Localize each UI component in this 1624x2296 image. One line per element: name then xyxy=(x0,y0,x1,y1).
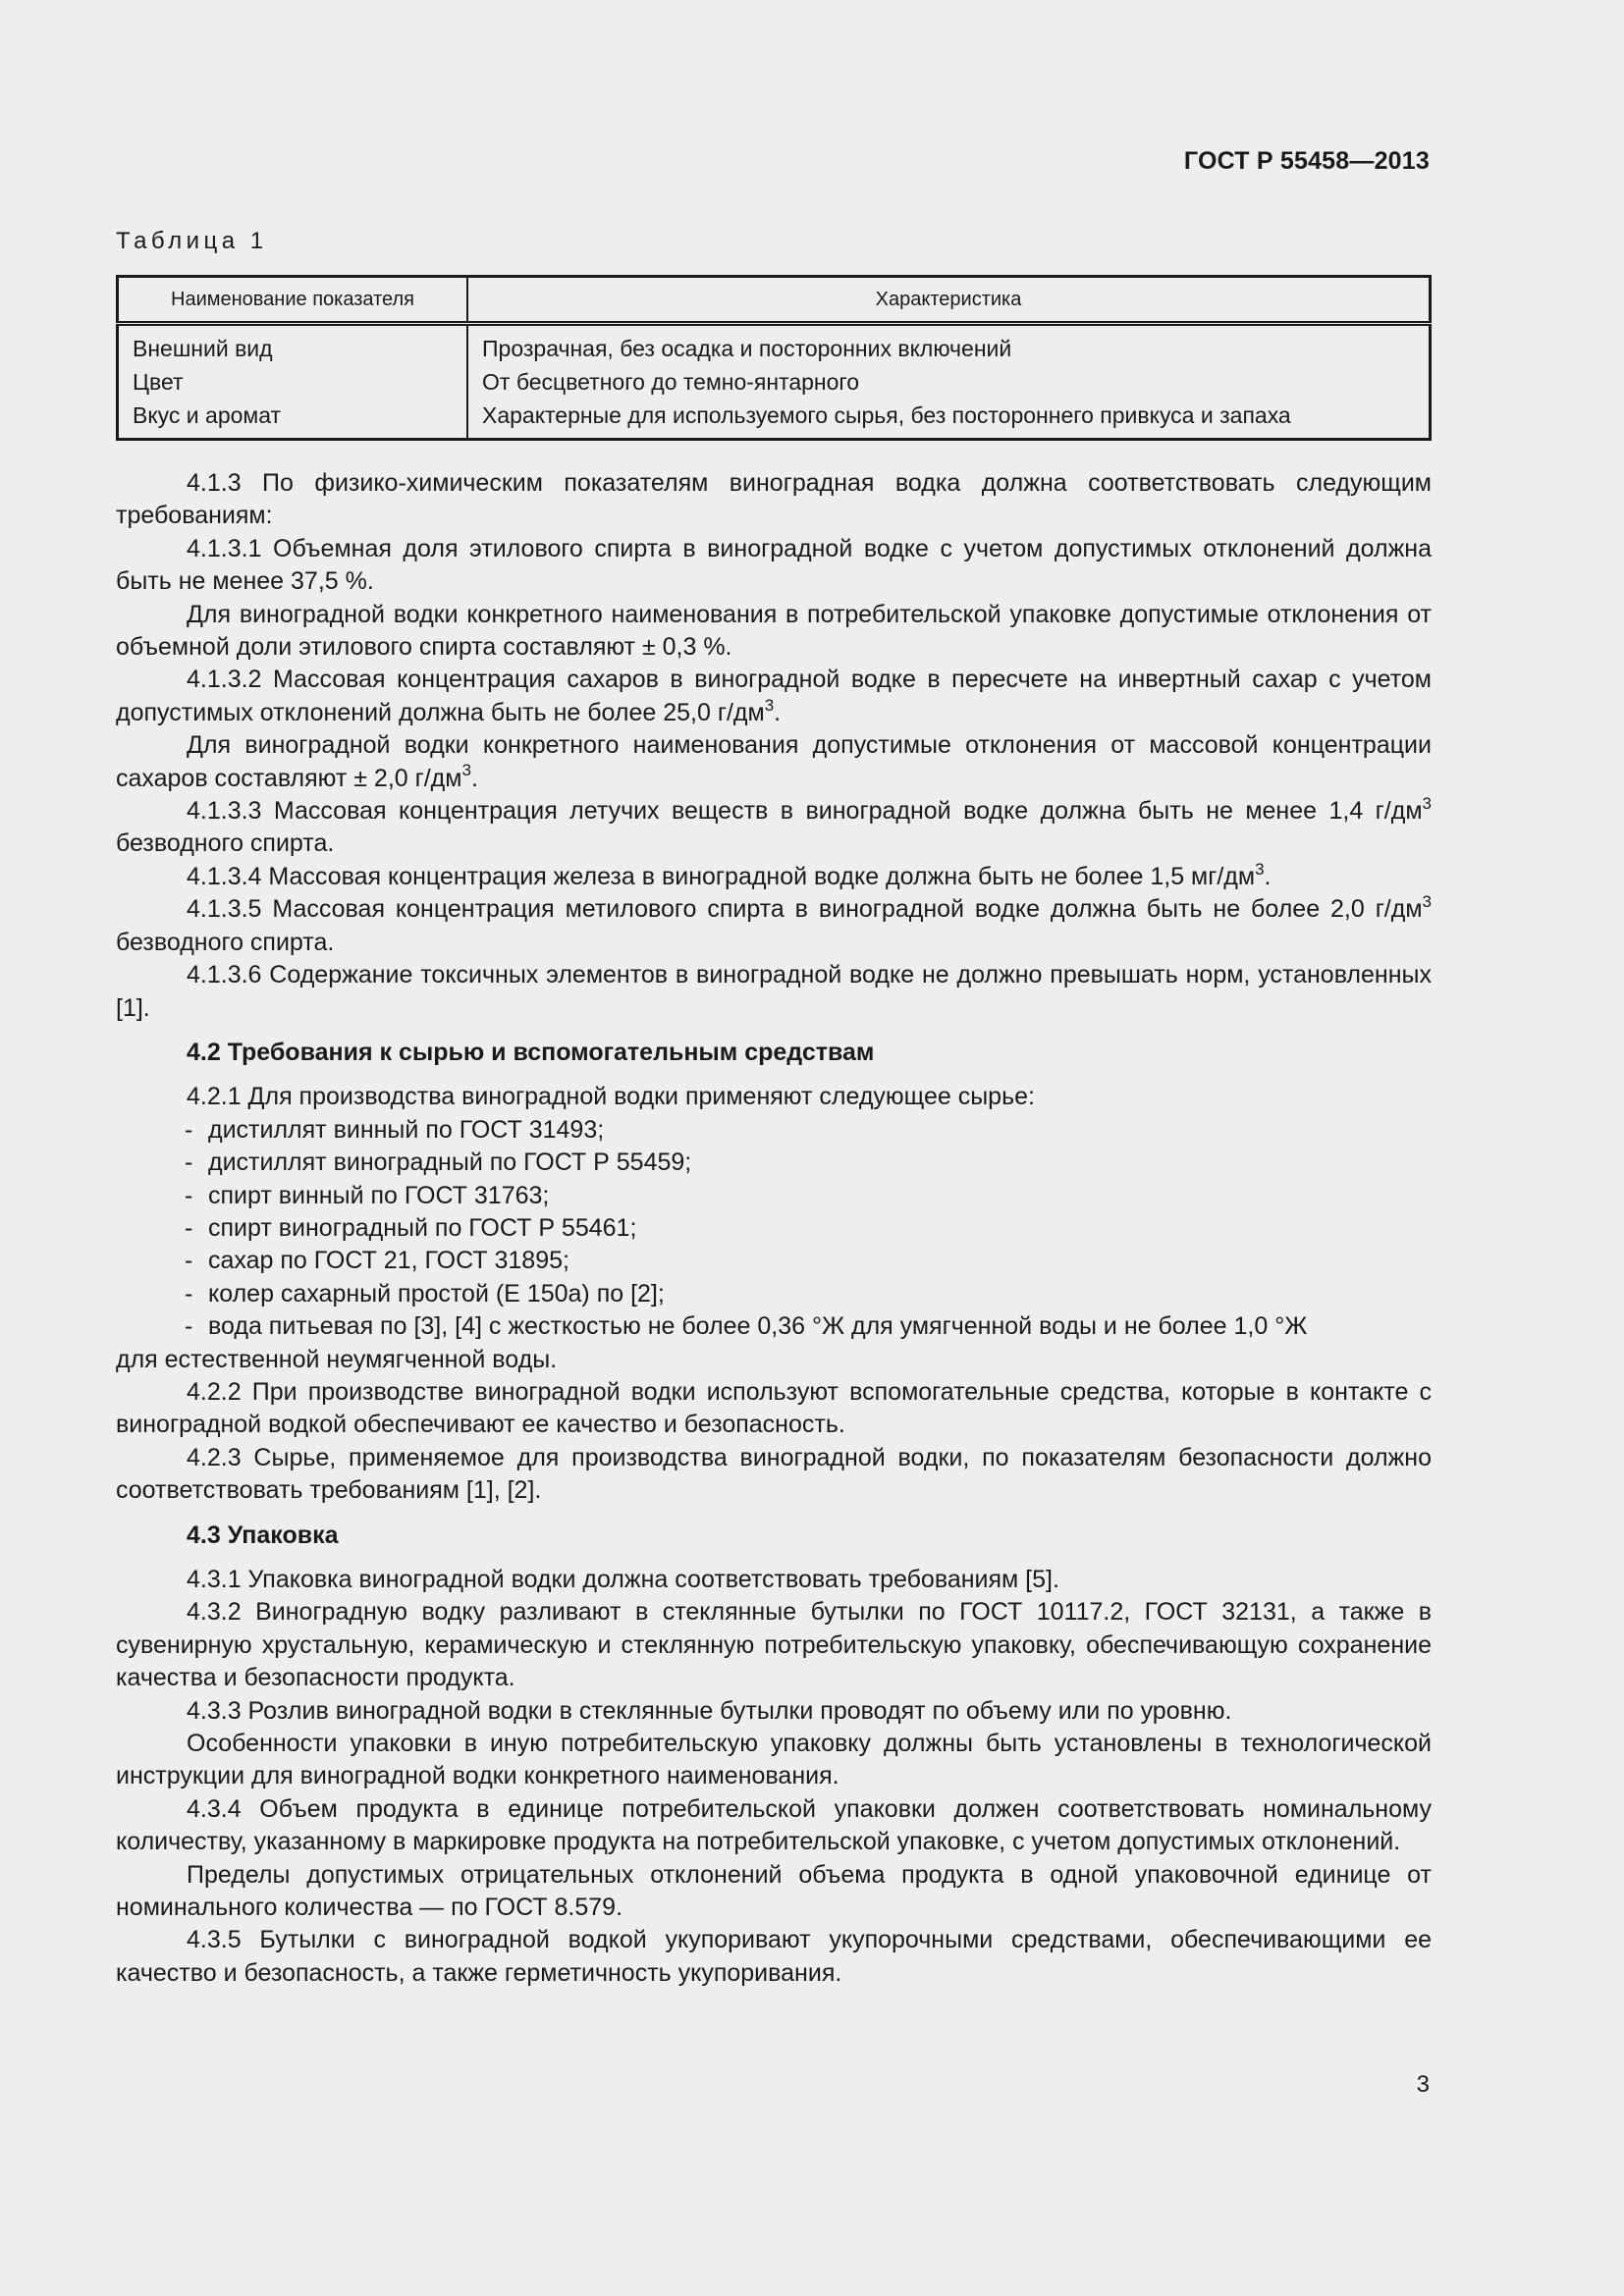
list-item-text: дистиллят винный по ГОСТ 31493; xyxy=(208,1115,605,1144)
list-item-text: спирт виноградный по ГОСТ Р 55461; xyxy=(208,1213,637,1242)
list-dash: - xyxy=(185,1148,193,1177)
list-item xyxy=(116,1310,1432,1343)
paragraph-4-1-3-5 xyxy=(116,893,1432,959)
paragraph-4-1-3-4 xyxy=(116,861,1432,893)
list-item xyxy=(116,1114,1432,1147)
paragraph-4-2-3: 4.2.3 Сырье, применяемое для производства виноградной водки, по показателям безопасности должно соответствовать требованиям [1], [2]. xyxy=(116,1443,1432,1505)
list-dash: - xyxy=(185,1312,193,1341)
list-dash: - xyxy=(185,1181,193,1209)
paragraph-4-1-3: 4.1.3 По физико-химическим показателям виноградная водка должна соответствовать следующим требованиям: xyxy=(116,469,1432,530)
list-item-text: вода питьевая по [3], [4] с жесткостью не более 0,36 °Ж для умягченной воды и не более 1,0 °Ж xyxy=(208,1312,1308,1341)
table-header-row xyxy=(118,277,1431,324)
paragraph-text: Для виноградной водки конкретного наименования допустимые отклонения от массовой концентрации сахаров составляют ± 2,0 г/дм xyxy=(116,731,1432,792)
table-cell: Цвет xyxy=(133,368,184,395)
list-item xyxy=(116,1147,1432,1179)
paragraph-packaging-features: Особенности упаковки в иную потребительскую упаковку должны быть установлены в технологической инструкции для виноградной водки конкретного наименования. xyxy=(116,1730,1432,1790)
paragraph-text: . xyxy=(470,764,478,792)
paragraph-4-2-2: 4.2.2 При производстве виноградной водки используют вспомогательные средства, которые в контакте с виноградной водкой обеспечивают ее качество и безопасность. xyxy=(116,1377,1432,1439)
paragraph-4-1-3-2 xyxy=(116,664,1432,729)
list-item-text: дистиллят виноградный по ГОСТ Р 55459; xyxy=(208,1148,692,1177)
standard-code: ГОСТ Р 55458—2013 xyxy=(1183,147,1430,175)
list-item-continuation: для естественной неумягченной воды. xyxy=(116,1345,558,1373)
paragraph-4-2-1: 4.2.1 Для производства виноградной водки применяют следующее сырье: xyxy=(187,1083,1035,1111)
list-dash: - xyxy=(185,1115,193,1144)
table-caption: Таблица 1 xyxy=(116,228,268,254)
paragraph-4-1-3-1: 4.1.3.1 Объемная доля этилового спирта в виноградной водке с учетом допустимых отклонений должна быть не менее 37,5 %. xyxy=(116,534,1432,596)
section-heading-4-3: 4.3 Упаковка xyxy=(187,1521,339,1549)
indicators-table xyxy=(116,275,1432,441)
table-cell: Внешний вид xyxy=(133,335,273,361)
table-cell: От бесцветного до темно-янтарного xyxy=(467,365,1431,399)
superscript: 3 xyxy=(461,761,471,780)
paragraph-4-3-1: 4.3.1 Упаковка виноградной водки должна соответствовать требованиям [5]. xyxy=(187,1566,1059,1593)
paragraph-4-1-3-3 xyxy=(116,795,1432,861)
paragraph-text: . xyxy=(774,698,782,726)
superscript: 3 xyxy=(764,695,775,715)
column-header-characteristic: Характеристика xyxy=(467,277,1431,324)
paragraph-4-1-3-6: 4.1.3.6 Содержание токсичных элементов в виноградной водке не должно превышать норм, установленных [1]. xyxy=(116,961,1432,1022)
paragraph-volume-tolerance: Пределы допустимых отрицательных отклонений объема продукта в одной упаковочной единице от номинального количества — по ГОСТ 8.579. xyxy=(116,1860,1432,1922)
paragraph-text: . xyxy=(1264,862,1272,890)
list-item-text: спирт винный по ГОСТ 31763; xyxy=(208,1181,550,1209)
paragraph-4-3-4: 4.3.4 Объем продукта в единице потребительской упаковки должен соответствовать номинальному количеству, указанному в маркировке продукта на потребительской упаковке, с учетом допустимых отклонений. xyxy=(116,1794,1432,1856)
paragraph-ethanol-tolerance: Для виноградной водки конкретного наименования в потребительской упаковке допустимые отклонения от объемной доли этилового спирта составляют ± 0,3 %. xyxy=(116,600,1432,662)
table-cell: Прозрачная, без осадка и посторонних включений xyxy=(467,324,1431,366)
paragraph-text: 4.1.3.5 Массовая концентрация метилового спирта в виноградной водке должна быть не более 2,0 г/дм xyxy=(187,895,1423,924)
table-cell: Характерные для используемого сырья, без постороннего привкуса и запаха xyxy=(467,399,1431,440)
paragraph-4-3-2: 4.3.2 Виноградную водку разливают в стеклянные бутылки по ГОСТ 10117.2, ГОСТ 32131, а также в сувенирную хрустальную, керамическую и стеклянную потребительскую упаковку, обеспечивающую сохранение качества и безопасности продукта. xyxy=(116,1598,1432,1692)
table-row xyxy=(118,324,1431,366)
paragraph-text: 4.1.3.4 Массовая концентрация железа в виноградной водке должна быть не более 1,5 мг/дм xyxy=(187,862,1256,890)
list-item-text: сахар по ГОСТ 21, ГОСТ 31895; xyxy=(208,1247,569,1275)
section-heading-4-2: 4.2 Требования к сырью и вспомогательным средствам xyxy=(187,1038,875,1066)
column-header-indicator: Наименование показателя xyxy=(118,277,468,324)
list-item xyxy=(116,1212,1432,1245)
paragraph-text: 4.1.3.2 Массовая концентрация сахаров в виноградной водке в пересчете на инвертный сахар с учетом допустимых отклонений должна быть не более 25,0 г/дм xyxy=(116,666,1432,726)
list-dash: - xyxy=(185,1213,193,1242)
list-item xyxy=(116,1180,1432,1212)
list-dash: - xyxy=(185,1247,193,1275)
paragraph-4-3-5: 4.3.5 Бутылки с виноградной водкой укупоривают укупорочными средствами, обеспечивающими ее качество и безопасность, а также герметичность укупоривания. xyxy=(116,1926,1432,1987)
table-row xyxy=(118,365,1431,399)
list-item xyxy=(116,1278,1432,1310)
list-item-text: колер сахарный простой (Е 150а) по [2]; xyxy=(208,1279,665,1308)
superscript: 3 xyxy=(1422,793,1432,813)
list-dash: - xyxy=(185,1279,193,1308)
paragraph-sugar-tolerance xyxy=(116,729,1432,795)
paragraph-text: 4.1.3.3 Массовая концентрация летучих веществ в виноградной водке должна быть не менее 1,4 г/дм xyxy=(187,797,1423,826)
page-number: 3 xyxy=(1416,2071,1430,2098)
superscript: 3 xyxy=(1422,891,1432,911)
document-body xyxy=(116,467,1432,1990)
superscript: 3 xyxy=(1255,859,1265,879)
paragraph-text: безводного спирта. xyxy=(116,928,335,956)
paragraph-text: безводного спирта. xyxy=(116,829,335,858)
list-item xyxy=(116,1245,1432,1277)
table-row xyxy=(118,399,1431,440)
table-cell: Вкус и аромат xyxy=(133,401,282,428)
paragraph-4-3-3: 4.3.3 Розлив виноградной водки в стеклянные бутылки проводят по объему или по уровню. xyxy=(187,1696,1232,1725)
